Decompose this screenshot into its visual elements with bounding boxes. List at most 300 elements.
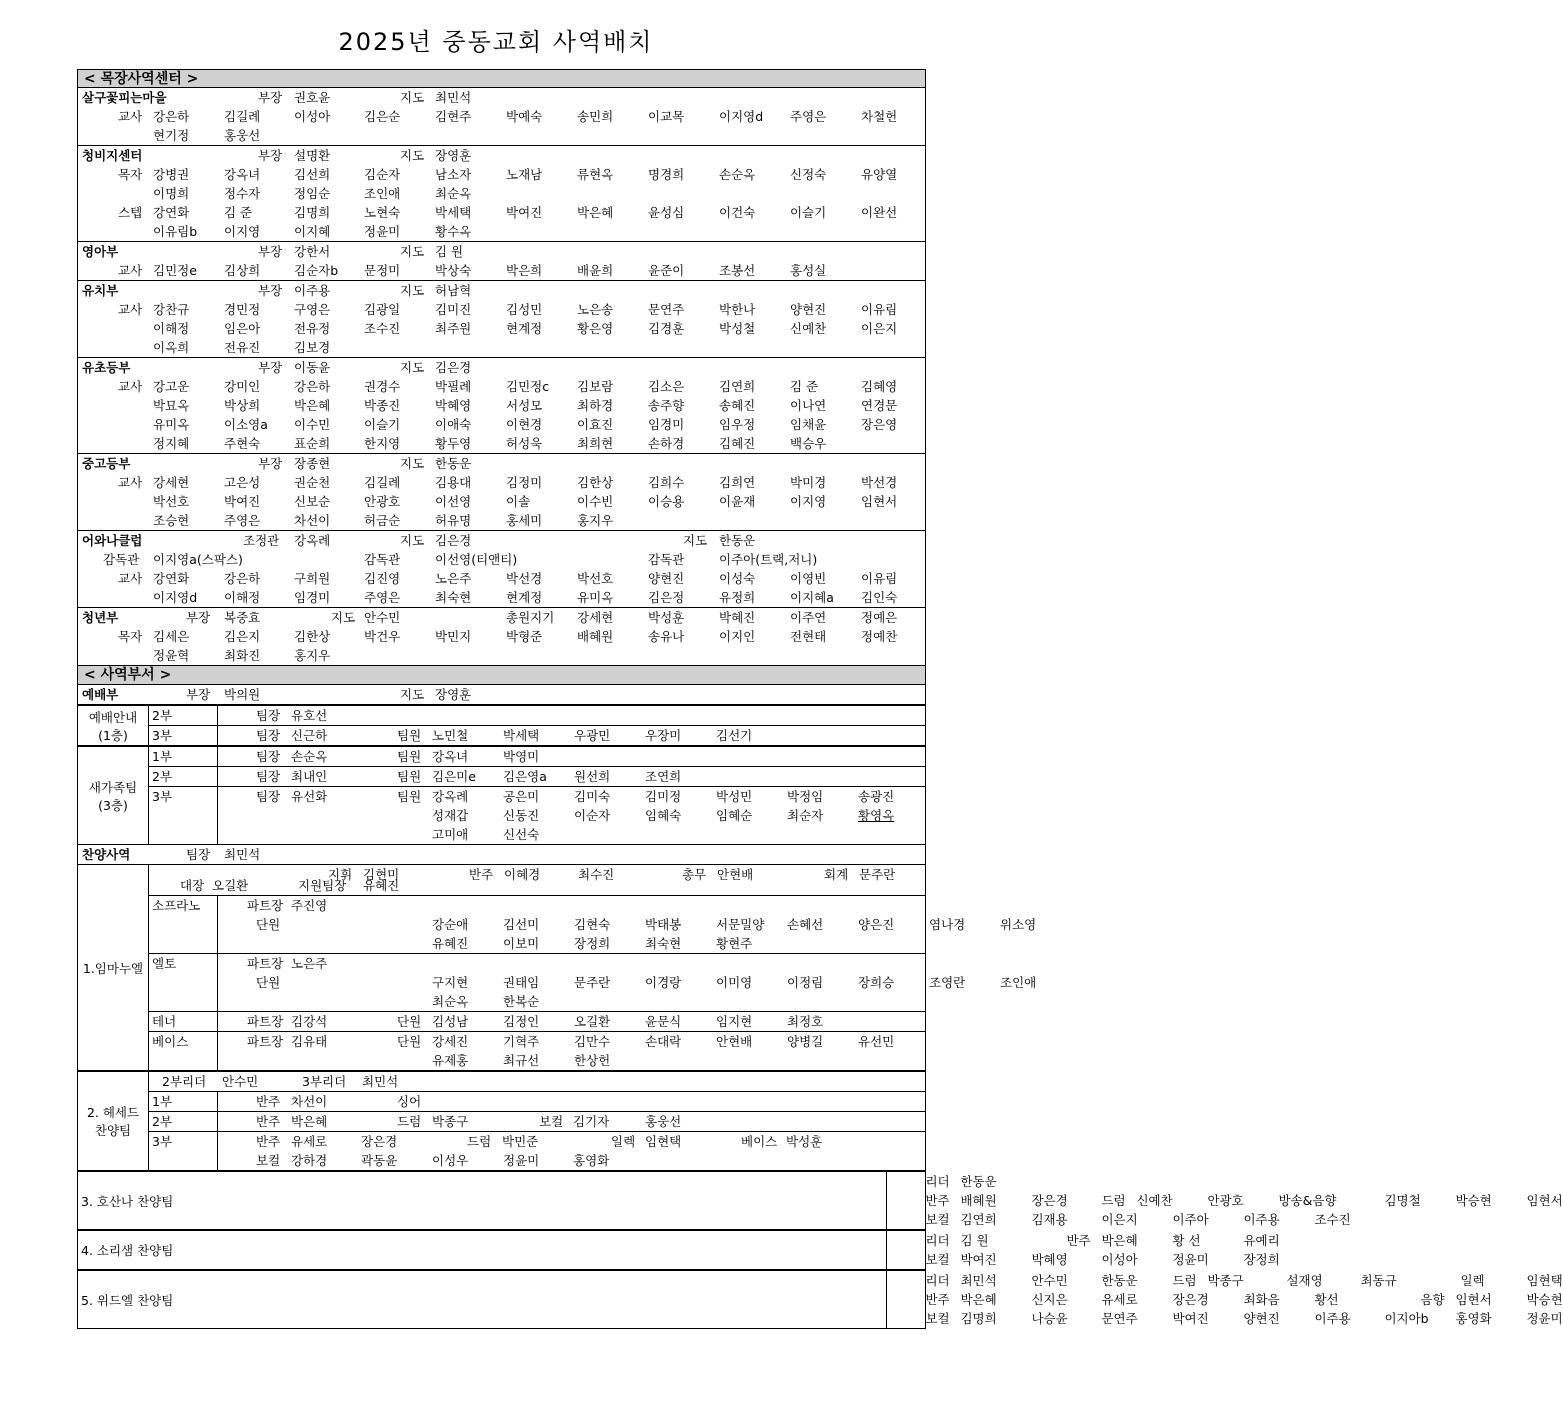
leader-name: 강옥례 xyxy=(294,533,331,548)
section-header xyxy=(78,454,925,473)
person-name: 이지혜a xyxy=(790,590,834,605)
person-name: 홍지우 xyxy=(294,648,331,663)
text-item: 박종구 xyxy=(432,1114,469,1129)
person-name: 손순옥 xyxy=(719,167,756,182)
leader-label: 부장 xyxy=(258,360,283,375)
text-item: 황 선 xyxy=(1172,1233,1201,1248)
person-name: 양현진 xyxy=(648,571,685,586)
director-name: 장영훈 xyxy=(435,148,472,163)
member-label: 단원 xyxy=(256,975,281,990)
name-row xyxy=(78,300,925,319)
team-floor: (1층) xyxy=(98,727,128,743)
text-item: 리더 xyxy=(925,1273,950,1288)
text-item: 유세로 xyxy=(1101,1292,1138,1307)
text-item: 유혜진 xyxy=(432,936,469,951)
text-item: 김현미 xyxy=(363,867,400,882)
name-row xyxy=(78,377,925,396)
team-row xyxy=(78,1231,926,1270)
leader-label: 조정관 xyxy=(243,533,280,548)
text-item: 김성남 xyxy=(432,1014,469,1029)
text-item: 이정림 xyxy=(787,975,824,990)
section-header xyxy=(78,242,925,261)
person-name: 황은영 xyxy=(577,321,614,336)
part-body xyxy=(218,1092,926,1112)
person-name: 이지영 xyxy=(790,494,827,509)
person-name: 박건우 xyxy=(364,629,401,644)
part-line xyxy=(221,1112,922,1131)
team-body xyxy=(218,706,926,726)
document-title: 2025년 중동교회 사역배치 xyxy=(338,28,654,56)
name-row xyxy=(78,261,925,280)
text-item: 반주 xyxy=(925,1292,950,1307)
person-name: 이윤재 xyxy=(719,494,756,509)
person-name: 황두영 xyxy=(435,436,472,451)
name-row xyxy=(78,165,925,184)
text-item: 최민석 xyxy=(362,1074,399,1089)
director-name: 한동운 xyxy=(435,456,472,471)
text-item: 파트장 xyxy=(247,956,284,971)
person-name: 임경미 xyxy=(294,590,331,605)
person-name: 강연화 xyxy=(153,205,190,220)
text-item: 양병길 xyxy=(787,1034,824,1049)
part-body xyxy=(218,896,1037,954)
person-name: 강찬규 xyxy=(153,302,190,317)
text-item: 보컬 xyxy=(256,1153,281,1168)
part-name: 엘토 xyxy=(149,954,218,1012)
part-name: 베이스 xyxy=(149,1032,218,1071)
team-body xyxy=(218,787,926,845)
part-line xyxy=(221,1132,922,1151)
team-body xyxy=(218,767,926,787)
text-item: 파트장 xyxy=(247,1034,284,1049)
text-item: 신지은 xyxy=(1031,1292,1068,1307)
text-item: 양은진 xyxy=(858,917,895,932)
leader-name: 복중효 xyxy=(224,610,261,625)
text-item: 박종구 xyxy=(1207,1273,1244,1288)
person-name: 김상희 xyxy=(224,263,261,278)
section-name: 찬양사역 xyxy=(82,847,131,862)
part-body xyxy=(218,954,1037,1012)
name-row xyxy=(78,396,925,415)
text-item: 이혜경 xyxy=(504,867,541,882)
person-name: 윤준이 xyxy=(648,263,685,278)
leader-label: 부장 xyxy=(186,610,211,625)
extra-name: 정예은 xyxy=(861,610,898,625)
choir-head-row xyxy=(78,865,926,896)
text-item: 베이스 xyxy=(741,1134,778,1149)
person-name: 송유나 xyxy=(648,629,685,644)
person-name: 윤성심 xyxy=(648,205,685,220)
text-item: 이미영 xyxy=(716,975,753,990)
person-name: 전현태 xyxy=(790,629,827,644)
extra-name: 이주연 xyxy=(790,610,827,625)
text-item: 대장 xyxy=(180,878,205,893)
person-name: 현계정 xyxy=(506,590,543,605)
person-name: 최화진 xyxy=(224,648,261,663)
text-item: 강세진 xyxy=(432,1034,469,1049)
person-name: 김인숙 xyxy=(861,590,898,605)
team-line xyxy=(890,1290,1563,1309)
text-item: 나승윤 xyxy=(1031,1311,1068,1326)
director-label: 지도 xyxy=(331,610,356,625)
person-name: 정윤혁 xyxy=(153,648,190,663)
person-name: 강옥녀 xyxy=(224,167,261,182)
awana-club-section xyxy=(77,531,926,608)
part-label: 2부 xyxy=(149,767,218,787)
ministry-section xyxy=(77,242,926,281)
leader-label: 팀장 xyxy=(186,847,211,862)
person-name: 임혜순 xyxy=(716,808,753,823)
person-name: 신보순 xyxy=(294,494,331,509)
text-item: 박승현 xyxy=(1526,1292,1563,1307)
person-name: 박선경 xyxy=(861,475,898,490)
text-item: 조영란 xyxy=(929,975,966,990)
text-item: 보컬 xyxy=(925,1311,950,1326)
leader-name: 설명환 xyxy=(294,148,331,163)
person-name: 조승현 xyxy=(153,513,190,528)
person-name: 박종진 xyxy=(364,398,401,413)
person-name: 박상희 xyxy=(224,398,261,413)
text-item: 홍웅선 xyxy=(645,1114,682,1129)
lead-name: 최내인 xyxy=(291,769,328,784)
person-name: 강고운 xyxy=(153,379,190,394)
person-name: 송광진 xyxy=(858,789,895,804)
director-name: 장영훈 xyxy=(435,687,472,702)
director-label: 지도 xyxy=(400,687,425,702)
section-header xyxy=(78,531,925,550)
text-item: 장은경 xyxy=(361,1134,398,1149)
team-body xyxy=(887,1231,1280,1270)
person-name: 조수진 xyxy=(364,321,401,336)
person-name: 홍성실 xyxy=(790,263,827,278)
text-item: 김만수 xyxy=(574,1034,611,1049)
person-name: 이건숙 xyxy=(719,205,756,220)
lead-label: 팀장 xyxy=(256,769,281,784)
person-name: 서성모 xyxy=(506,398,543,413)
team-title: 4. 소리샘 찬양팀 xyxy=(81,1243,174,1258)
person-name: 박세택 xyxy=(435,205,472,220)
hesed-leaders xyxy=(149,1072,926,1092)
person-name: 김명희 xyxy=(294,205,331,220)
text-item: 김명철 xyxy=(1384,1193,1421,1208)
person-name: 박영미 xyxy=(503,749,540,764)
text-item: 홍영화 xyxy=(1455,1311,1492,1326)
name-row xyxy=(78,203,925,222)
text-item: 김재용 xyxy=(1031,1212,1068,1227)
team-table xyxy=(77,746,926,845)
person-name: 박선호 xyxy=(153,494,190,509)
text-item: 드럼 xyxy=(467,1134,492,1149)
text-item: 3부리더 xyxy=(302,1074,347,1089)
part-member-line xyxy=(221,915,1037,934)
team-row xyxy=(78,726,926,746)
text-item: 위소영 xyxy=(1000,917,1037,932)
choir-part-row xyxy=(78,896,926,954)
lead-label: 팀장 xyxy=(256,728,281,743)
text-item: 신예찬 xyxy=(1136,1193,1173,1208)
ministry-section xyxy=(77,358,926,454)
team-row xyxy=(78,1172,926,1230)
person-name: 박정임 xyxy=(787,789,824,804)
name-row xyxy=(78,319,925,338)
text-item: 드럼 xyxy=(1172,1273,1197,1288)
role-label: 교사 xyxy=(118,302,143,317)
person-name: 남소자 xyxy=(435,167,472,182)
person-name: 이옥희 xyxy=(153,340,190,355)
youth-section xyxy=(77,608,926,666)
team-title-cell xyxy=(78,1271,887,1329)
person-name: 이교목 xyxy=(648,109,685,124)
leader-line xyxy=(152,1072,922,1091)
person-name: 장은영 xyxy=(861,417,898,432)
name-row xyxy=(78,646,925,665)
praise-team-table xyxy=(77,864,1037,1071)
text-item: 김명희 xyxy=(960,1311,997,1326)
text-item: 김정인 xyxy=(503,1014,540,1029)
person-name: 이지인 xyxy=(719,629,756,644)
person-name: 김 준 xyxy=(790,379,819,394)
text-item: 싱어 xyxy=(397,1094,422,1109)
leader-label: 지도 xyxy=(683,533,708,548)
section-header xyxy=(78,358,925,377)
text-item: 최민석 xyxy=(960,1273,997,1288)
text-item: 단원 xyxy=(397,1034,422,1049)
text-item: 유예리 xyxy=(1243,1233,1280,1248)
person-name: 김민정e xyxy=(153,263,197,278)
person-name: 허금순 xyxy=(364,513,401,528)
part-line xyxy=(221,1012,922,1031)
part-lead-line xyxy=(221,896,922,915)
person-name: 주영은 xyxy=(224,513,261,528)
text-item: 임현택 xyxy=(645,1134,682,1149)
hesed-part-row xyxy=(78,1132,926,1171)
text-item: 손혜선 xyxy=(787,917,824,932)
person-name: 차선이 xyxy=(294,513,331,528)
team-title: 2. 헤세드 xyxy=(86,1105,140,1120)
text-item: 파트장 xyxy=(247,898,284,913)
lead-label: 팀장 xyxy=(256,708,281,723)
text-item: 이보미 xyxy=(503,936,540,951)
text-item: 임지현 xyxy=(716,1014,753,1029)
person-name: 공은미 xyxy=(503,789,540,804)
person-name: 송주향 xyxy=(648,398,685,413)
person-name: 황영옥 xyxy=(858,808,895,823)
person-name: 임우정 xyxy=(719,417,756,432)
lead-name: 손순옥 xyxy=(291,749,328,764)
text-item: 한상헌 xyxy=(574,1053,611,1068)
person-name: 이명희 xyxy=(153,186,190,201)
text-item: 김현숙 xyxy=(574,917,611,932)
person-name: 구희원 xyxy=(294,571,331,586)
extra-name: 박혜진 xyxy=(719,610,756,625)
part-label: 3부 xyxy=(149,726,218,746)
text-item: 염나경 xyxy=(929,917,966,932)
text-item: 이은지 xyxy=(1101,1212,1138,1227)
person-name: 이유림 xyxy=(861,302,898,317)
person-name: 이수빈 xyxy=(577,494,614,509)
text-item: 정윤미 xyxy=(1526,1311,1563,1326)
text-item: 강순애 xyxy=(432,917,469,932)
person-name: 노민철 xyxy=(432,728,469,743)
section-header xyxy=(78,608,925,627)
text-item: 윤문식 xyxy=(645,1014,682,1029)
role-label: 스텝 xyxy=(118,205,143,220)
person-name: 전유정 xyxy=(294,321,331,336)
director-label: 지도 xyxy=(400,148,425,163)
person-name: 임채윤 xyxy=(790,417,827,432)
hesed-part-row xyxy=(78,1092,926,1112)
leader-label: 부장 xyxy=(186,687,211,702)
lead-label: 팀장 xyxy=(256,789,281,804)
section-name: 영아부 xyxy=(82,244,119,259)
coordinator-name: 이지영a(스팍스) xyxy=(153,552,243,567)
person-name: 이성아 xyxy=(294,109,331,124)
person-name: 백승우 xyxy=(790,436,827,451)
person-name: 차철헌 xyxy=(861,109,898,124)
team-title: 1.임마누엘 xyxy=(82,960,144,976)
text-item: 유제홍 xyxy=(432,1053,469,1068)
person-name: 김길례 xyxy=(224,109,261,124)
member-label: 팀원 xyxy=(397,749,422,764)
name-row xyxy=(78,569,925,588)
person-name: 박은혜 xyxy=(294,398,331,413)
text-item: 이성아 xyxy=(1101,1252,1138,1267)
text-item: 박태봉 xyxy=(645,917,682,932)
choir-staff xyxy=(149,865,926,896)
text-item: 지휘 xyxy=(328,867,353,882)
person-name: 전유진 xyxy=(224,340,261,355)
text-item: 서문밀양 xyxy=(716,917,765,932)
leader-name: 장종현 xyxy=(294,456,331,471)
person-name: 이지영d xyxy=(153,590,198,605)
person-name: 이해정 xyxy=(153,321,190,336)
person-name: 강은하 xyxy=(224,571,261,586)
ministry-section xyxy=(77,454,926,531)
section-header xyxy=(77,685,926,705)
ministry-section xyxy=(77,88,926,146)
text-item: 김강석 xyxy=(291,1014,328,1029)
person-name: 최순옥 xyxy=(435,186,472,201)
member-line xyxy=(221,726,922,745)
person-name: 김미정 xyxy=(645,789,682,804)
coordinator-label: 감독관 xyxy=(648,552,685,567)
extra-name: 강세현 xyxy=(577,610,614,625)
person-name: 우광민 xyxy=(574,728,611,743)
person-name: 박예숙 xyxy=(506,109,543,124)
section-band-ministry: < 사역부서 > xyxy=(77,666,926,685)
person-name: 박여진 xyxy=(224,494,261,509)
name-row xyxy=(78,415,925,434)
text-item: 반주 xyxy=(256,1094,281,1109)
leader-label: 부장 xyxy=(258,283,283,298)
text-item: 박은혜 xyxy=(291,1114,328,1129)
person-name: 정수자 xyxy=(224,186,261,201)
part-member-line xyxy=(221,992,922,1011)
assignment-sheet xyxy=(77,69,1563,1329)
person-name: 이현경 xyxy=(506,417,543,432)
person-name: 노현숙 xyxy=(364,205,401,220)
text-item: 조수진 xyxy=(1314,1212,1351,1227)
role-label: 교사 xyxy=(118,379,143,394)
name-row xyxy=(78,222,925,241)
person-name: 김은정 xyxy=(648,590,685,605)
text-item: 손대락 xyxy=(645,1034,682,1049)
person-name: 이슬기 xyxy=(790,205,827,220)
text-item: 일렉 xyxy=(611,1134,636,1149)
part-label: 2부 xyxy=(149,706,218,726)
name-row xyxy=(78,588,925,607)
person-name: 김보경 xyxy=(294,340,331,355)
person-name: 한지영 xyxy=(364,436,401,451)
team-title-cell xyxy=(78,706,149,746)
director-name: 김은경 xyxy=(435,360,472,375)
role-label: 교사 xyxy=(118,475,143,490)
part-name: 소프라노 xyxy=(149,896,218,954)
person-name: 강은하 xyxy=(294,379,331,394)
text-item: 장은경 xyxy=(1172,1292,1209,1307)
role-label: 목자 xyxy=(118,167,143,182)
text-item: 안광호 xyxy=(1207,1193,1244,1208)
member-line xyxy=(221,806,922,825)
section-name: 유초등부 xyxy=(82,360,131,375)
role-label: 교사 xyxy=(118,263,143,278)
team-title-cell xyxy=(78,1172,887,1230)
person-name: 신예찬 xyxy=(790,321,827,336)
team-title: 5. 위드엘 찬양팀 xyxy=(81,1292,174,1308)
text-item: 오길환 xyxy=(212,878,249,893)
person-name: 우장미 xyxy=(645,728,682,743)
staff-line xyxy=(152,876,922,895)
person-name: 강미인 xyxy=(224,379,261,394)
name-row xyxy=(78,107,925,126)
person-name: 이애숙 xyxy=(435,417,472,432)
part-name: 테너 xyxy=(149,1012,218,1032)
worship-section xyxy=(77,685,926,845)
person-name: 강병권 xyxy=(153,167,190,182)
person-name: 김희연 xyxy=(719,475,756,490)
person-name: 홍세미 xyxy=(506,513,543,528)
text-item: 오길환 xyxy=(574,1014,611,1029)
text-item: 회계 xyxy=(824,867,849,882)
person-name: 노재남 xyxy=(506,167,543,182)
section-name: 청년부 xyxy=(82,610,119,625)
text-item: 드럼 xyxy=(1101,1193,1126,1208)
person-name: 박은희 xyxy=(506,263,543,278)
person-name: 박혜영 xyxy=(435,398,472,413)
text-item: 안현배 xyxy=(716,1034,753,1049)
person-name: 김소은 xyxy=(648,379,685,394)
person-name: 송혜진 xyxy=(719,398,756,413)
text-item: 구지현 xyxy=(432,975,469,990)
person-name: 정예찬 xyxy=(861,629,898,644)
leader-name: 권호윤 xyxy=(294,90,331,105)
person-name: 신선숙 xyxy=(503,827,540,842)
text-item: 임현택 xyxy=(1526,1273,1563,1288)
name-row xyxy=(78,126,925,145)
person-name: 박여진 xyxy=(506,205,543,220)
person-name: 김광일 xyxy=(364,302,401,317)
text-item: 설재영 xyxy=(1286,1273,1323,1288)
person-name: 김경훈 xyxy=(648,321,685,336)
person-name: 박민지 xyxy=(435,629,472,644)
coordinator-name: 이선영(티앤티) xyxy=(435,552,518,567)
praise-section xyxy=(77,845,1563,1329)
text-item: 최동규 xyxy=(1360,1273,1397,1288)
extra-name: 박성훈 xyxy=(648,610,685,625)
part-body xyxy=(218,1012,926,1032)
text-item: 리더 xyxy=(925,1174,950,1189)
person-name: 허성욱 xyxy=(506,436,543,451)
